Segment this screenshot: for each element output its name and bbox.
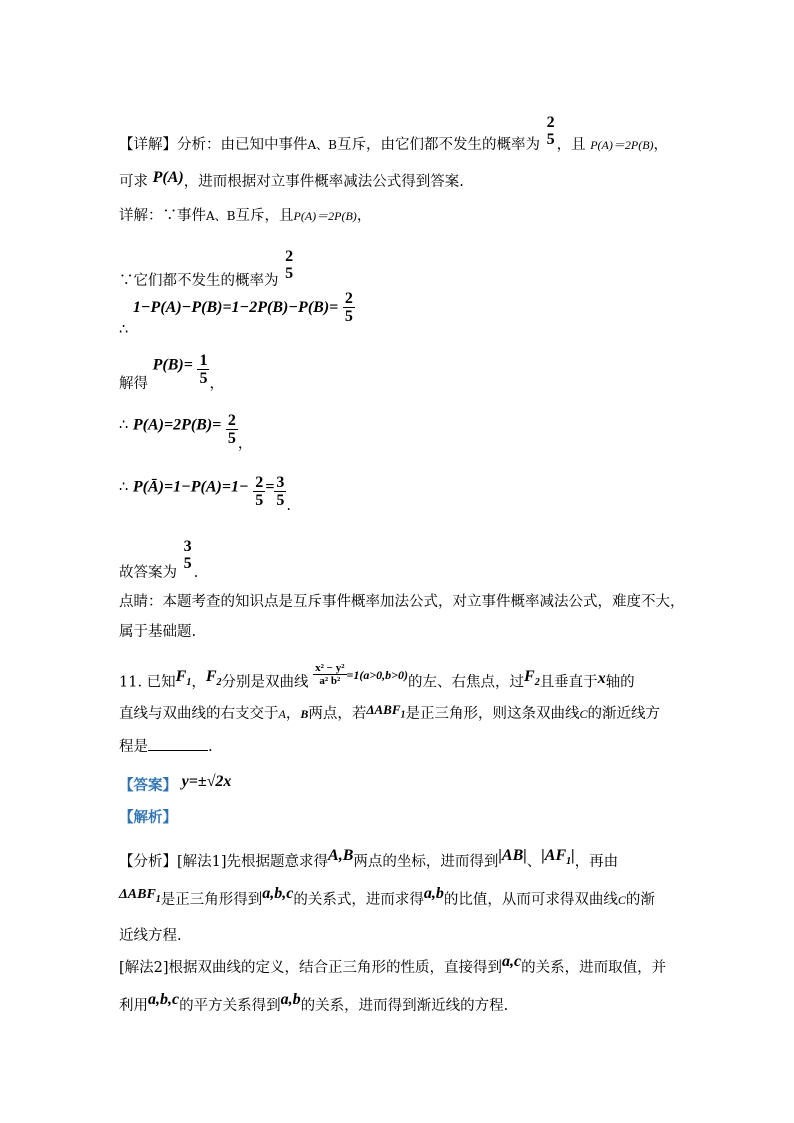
- text: 可求: [119, 174, 148, 190]
- equation: $\frac{\text{x² − y²}}{\text{a² b²}}$: [315, 662, 345, 687]
- detail-line-3: ∴ 1−P(A)−P(B)=1−2P(B)−P(B)= $\frac{2}{5}$: [119, 290, 353, 338]
- fraction: $\frac{3}{5}$: [276, 474, 285, 509]
- fraction: $\frac{2}{5}$: [255, 474, 264, 509]
- detail-line-4: 解得 P(B)= $\frac{1}{5}$ ，: [119, 352, 224, 392]
- answer-value: y=±√2x: [181, 773, 232, 790]
- answer-tag: 【答案】: [119, 777, 177, 794]
- fx-line-3: 近线方程.: [119, 928, 182, 944]
- question-11-line-3: 程是 .: [119, 736, 213, 757]
- question-11-line-2: 直线与双曲线的右支交于A，B两点，若$\Delta ABF_1$是正三角形，则这条双曲线C的渐近线方: [119, 702, 661, 722]
- text: A、B: [307, 138, 337, 152]
- text: ，: [653, 137, 669, 153]
- fraction: 2 5: [546, 114, 555, 148]
- fx-line-2: $\Delta ABF_1$是正三角形得到a,b,c的关系式，进而求得a,b的比值，从而可求得双曲线C的渐: [119, 885, 655, 908]
- fx2-line-1: [解法2]根据双曲线的定义，结合正三角形的性质，直接得到a,c的关系，进而取值，并: [119, 953, 667, 976]
- fraction: $\frac{1}{5}$: [199, 352, 208, 387]
- analysis-line-2: [119, 169, 464, 192]
- text: ，且: [556, 137, 586, 153]
- question-11-line-1: 11. 已知$F_1$，$F_2$分别是双曲线 $\frac{\text{x² − y²}}{\text{a² b²}}$ $^{=1(a>0,b>0)}$的左、右焦点，过$F_2$且垂直于x轴的: [119, 662, 635, 691]
- analysis-label-line: [119, 808, 177, 828]
- answer-line: 故答案为 3 5 .: [119, 538, 199, 581]
- math: 1−P(A)−P(B)=1−2P(B)−P(B)=: [132, 298, 339, 316]
- detail-line-2: ∵它们都不发生的概率为 2 5: [119, 248, 294, 289]
- math: P(B)=: [152, 356, 193, 374]
- text: ，进而根据对立事件概率减法公式得到答案.: [183, 174, 464, 190]
- text: 【详解】分析：由已知中事件: [119, 137, 308, 153]
- remark-line-2: 属于基础题.: [119, 624, 197, 640]
- remark-line-1: 点睛：本题考查的知识点是互斥事件概率加法公式，对立事件概率减法公式，难度不大，: [119, 594, 685, 610]
- answer-label-line: [119, 773, 232, 796]
- detail-line-5: ∴ P(A)=2P(B)= $\frac{2}{5}$ ，: [119, 412, 253, 452]
- analysis-tag: 【解析】: [119, 809, 177, 826]
- fraction: 3 5: [183, 538, 192, 572]
- fraction: $\frac{2}{5}$: [344, 290, 353, 325]
- fraction: 2 5: [285, 248, 294, 282]
- fraction: $\frac{2}{5}$: [227, 412, 236, 447]
- detail-line-6: ∴ P(Ā)=1−P(A)=1− $\frac{2}{5}$ = $\frac{3}{5}$ .: [119, 474, 292, 514]
- math: P(A)=2P(B)=: [132, 416, 222, 434]
- text: 互斥，由它们都不发生的概率为: [337, 137, 540, 153]
- answer-blank: [148, 736, 208, 751]
- math: P(A)＝2P(B): [590, 138, 654, 152]
- math: P(A): [152, 169, 184, 186]
- detail-line-1: 详解：∵事件A、B互斥，且P(A)＝2P(B)，: [119, 208, 372, 224]
- fx-line-1: 【分析】[解法1]先根据题意求得A,B两点的坐标，进而得到|AB|、$|AF_1|$，再由: [119, 847, 619, 870]
- analysis-line-1: [119, 114, 669, 162]
- math: P(Ā)=1−P(A)=1−: [132, 478, 249, 496]
- fx2-line-2: 利用a,b,c的平方关系得到a,b的关系，进而得到渐近线的方程.: [119, 991, 509, 1014]
